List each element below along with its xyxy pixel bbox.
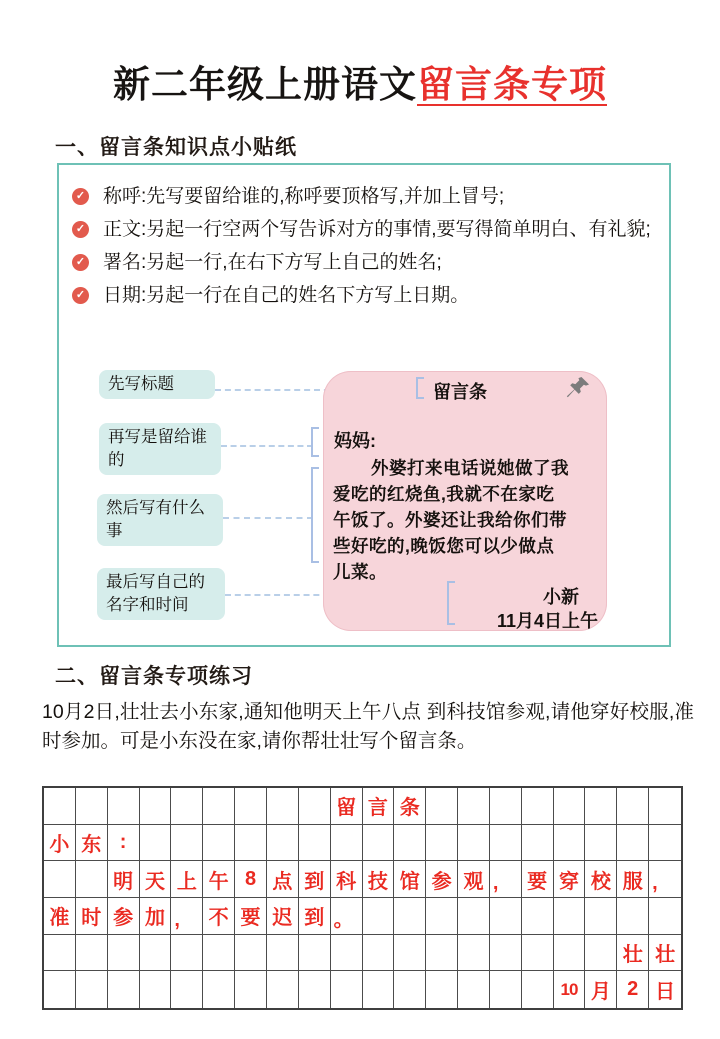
grid-cell [426,935,458,972]
grid-cell: 午 [203,861,235,898]
grid-cell [299,971,331,1008]
grid-cell [585,935,617,972]
bracket-mark [447,581,455,625]
grid-cell [108,935,140,972]
grid-cell: 迟 [267,898,299,935]
grid-cell [171,825,203,862]
knowledge-box [57,163,671,647]
grid-cell: 观 [458,861,490,898]
grid-cell [394,825,426,862]
grid-cell [363,898,395,935]
list-item [72,279,655,312]
note-body-line: 爱吃的红烧鱼,我就不在家吃 [333,484,555,504]
check-icon: ✓ [72,188,89,205]
pushpin-icon [565,375,591,401]
grid-cell [394,898,426,935]
example-note [323,371,607,631]
grid-cell [267,788,299,825]
page-title-black: 新二年级上册语文 [113,64,417,105]
flow-label-signature: 最后写自己的名字和时间 [97,568,225,620]
grid-cell: : [108,825,140,862]
grid-cell: 点 [267,861,299,898]
grid-cell [585,788,617,825]
grid-cell: 准 [44,898,76,935]
grid-cell [649,898,681,935]
flow-label-content: 然后写有什么事 [97,494,223,546]
grid-cell [490,935,522,972]
grid-cell [490,788,522,825]
grid-cell [299,935,331,972]
grid-cell: 壮 [617,935,649,972]
grid-cell [44,971,76,1008]
grid-cell: 要 [235,898,267,935]
grid-cell [235,971,267,1008]
page-title-red-underlined: 留言条专项 [417,64,607,105]
knowledge-item-text: 正文:另起一行空两个写告诉对方的事情,要写得简单明白、有礼貌; [103,219,651,240]
grid-cell [554,788,586,825]
grid-cell [649,825,681,862]
grid-cell [522,825,554,862]
grid-cell [299,825,331,862]
grid-cell: 校 [585,861,617,898]
grid-cell [426,898,458,935]
grid-cell: , [649,861,681,898]
grid-cell [490,898,522,935]
grid-cell [235,935,267,972]
grid-cell: 到 [299,898,331,935]
grid-cell: 月 [585,971,617,1008]
grid-cell [140,825,172,862]
grid-cell [522,898,554,935]
grid-cell: 小 [44,825,76,862]
grid-cell: 10 [554,971,586,1008]
grid-cell: 条 [394,788,426,825]
grid-cell: 馆 [394,861,426,898]
grid-cell: 时 [76,898,108,935]
grid-cell: 参 [426,861,458,898]
grid-cell [267,971,299,1008]
knowledge-list [59,165,669,312]
grid-cell [554,825,586,862]
grid-cell [331,825,363,862]
grid-cell [617,788,649,825]
grid-cell [458,825,490,862]
grid-cell [394,935,426,972]
grid-cell: 东 [76,825,108,862]
note-date: 11月4日上午 [496,611,598,631]
grid-cell [108,788,140,825]
grid-cell: 天 [140,861,172,898]
grid-cell [44,935,76,972]
grid-cell [140,971,172,1008]
grid-cell [394,971,426,1008]
grid-cell [554,935,586,972]
grid-cell: 科 [331,861,363,898]
grid-cell: 穿 [554,861,586,898]
bracket-mark [311,427,319,457]
grid-cell [585,825,617,862]
grid-cell: 留 [331,788,363,825]
grid-cell [617,825,649,862]
grid-cell: 到 [299,861,331,898]
grid-cell [267,935,299,972]
grid-cell [235,788,267,825]
grid-cell [363,935,395,972]
note-body-line: 午饭了。外婆还让我给你们带 [333,510,567,530]
grid-cell [44,861,76,898]
grid-cell [171,788,203,825]
grid-cell [203,825,235,862]
list-item [72,213,655,246]
grid-cell [363,971,395,1008]
grid-cell: 上 [171,861,203,898]
flow-label-title: 先写标题 [99,370,215,399]
grid-cell [617,898,649,935]
grid-cell [203,971,235,1008]
check-icon: ✓ [72,287,89,304]
note-signature: 小新 [543,587,579,607]
grid-cell [76,971,108,1008]
dashed-connector [221,445,313,447]
section2-heading: 二、留言条专项练习 [55,665,253,688]
bracket-mark [416,377,424,399]
exercise-prompt: 10月2日,壮壮去小东家,通知他明天上午八点 到科技馆参观,请他穿好校服,准时参加。可是小东没在家,请你帮壮壮写个留言条。 [42,701,694,752]
grid-cell [331,935,363,972]
grid-cell: 不 [203,898,235,935]
practice-grid [42,786,683,1010]
grid-cell [76,788,108,825]
grid-cell [554,898,586,935]
note-body-line: 外婆打来电话说她做了我 [371,458,569,478]
grid-cell [363,825,395,862]
grid-cell [108,971,140,1008]
grid-cell: , [171,898,203,935]
grid-cell [203,935,235,972]
note-salutation: 妈妈: [334,431,376,451]
grid-cell [44,788,76,825]
grid-cell: 服 [617,861,649,898]
grid-cell: 日 [655,981,676,1004]
grid-cell [522,788,554,825]
list-item [72,246,655,279]
note-title: 留言条 [433,382,487,402]
check-icon: ✓ [72,254,89,271]
grid-cell [140,788,172,825]
bracket-mark [311,467,319,563]
grid-cell: 加 [140,898,172,935]
note-body-line: 些好吃的,晚饭您可以少做点 [333,536,555,556]
grid-cell [522,971,554,1008]
list-item [72,180,655,213]
grid-cell [649,788,681,825]
grid-cell: , [490,861,522,898]
grid-cell [331,971,363,1008]
grid-cell [458,935,490,972]
grid-cell [203,788,235,825]
grid-cell [458,898,490,935]
grid-cell: 壮 [649,935,681,972]
grid-cell [76,861,108,898]
grid-cell: 。 [331,898,363,935]
page-title [0,54,720,108]
grid-cell [585,898,617,935]
grid-cell [458,971,490,1008]
grid-cell [426,788,458,825]
grid-cell: 明 [108,861,140,898]
check-icon: ✓ [72,221,89,238]
grid-cell [458,788,490,825]
grid-cell [235,825,267,862]
grid-cell [171,935,203,972]
grid-cell: 8 [235,861,267,898]
grid-cell [490,971,522,1008]
grid-cell [171,971,203,1008]
grid-cell [299,788,331,825]
grid-cell: 言 [363,788,395,825]
knowledge-item-text: 称呼:先写要留给谁的,称呼要顶格写,并加上冒号; [103,186,505,207]
grid-cell: 2 [617,971,649,1008]
grid-cell: 技 [363,861,395,898]
grid-cell [267,825,299,862]
knowledge-item-text: 署名:另起一行,在右下方写上自己的姓名; [103,252,442,273]
grid-cell [426,825,458,862]
note-body [323,453,607,585]
grid-cell [490,825,522,862]
note-body-line: 儿菜。 [333,562,387,582]
grid-cell [426,971,458,1008]
grid-cell [140,935,172,972]
grid-cell [522,935,554,972]
knowledge-item-text: 日期:另起一行在自己的姓名下方写上日期。 [103,285,470,306]
grid-cell: 要 [522,861,554,898]
dashed-connector [223,517,313,519]
flow-label-recipient: 再写是留给谁的 [99,423,221,475]
grid-cell [76,935,108,972]
section1-heading: 一、留言条知识点小贴纸 [55,136,297,159]
grid-cell: 参 [108,898,140,935]
